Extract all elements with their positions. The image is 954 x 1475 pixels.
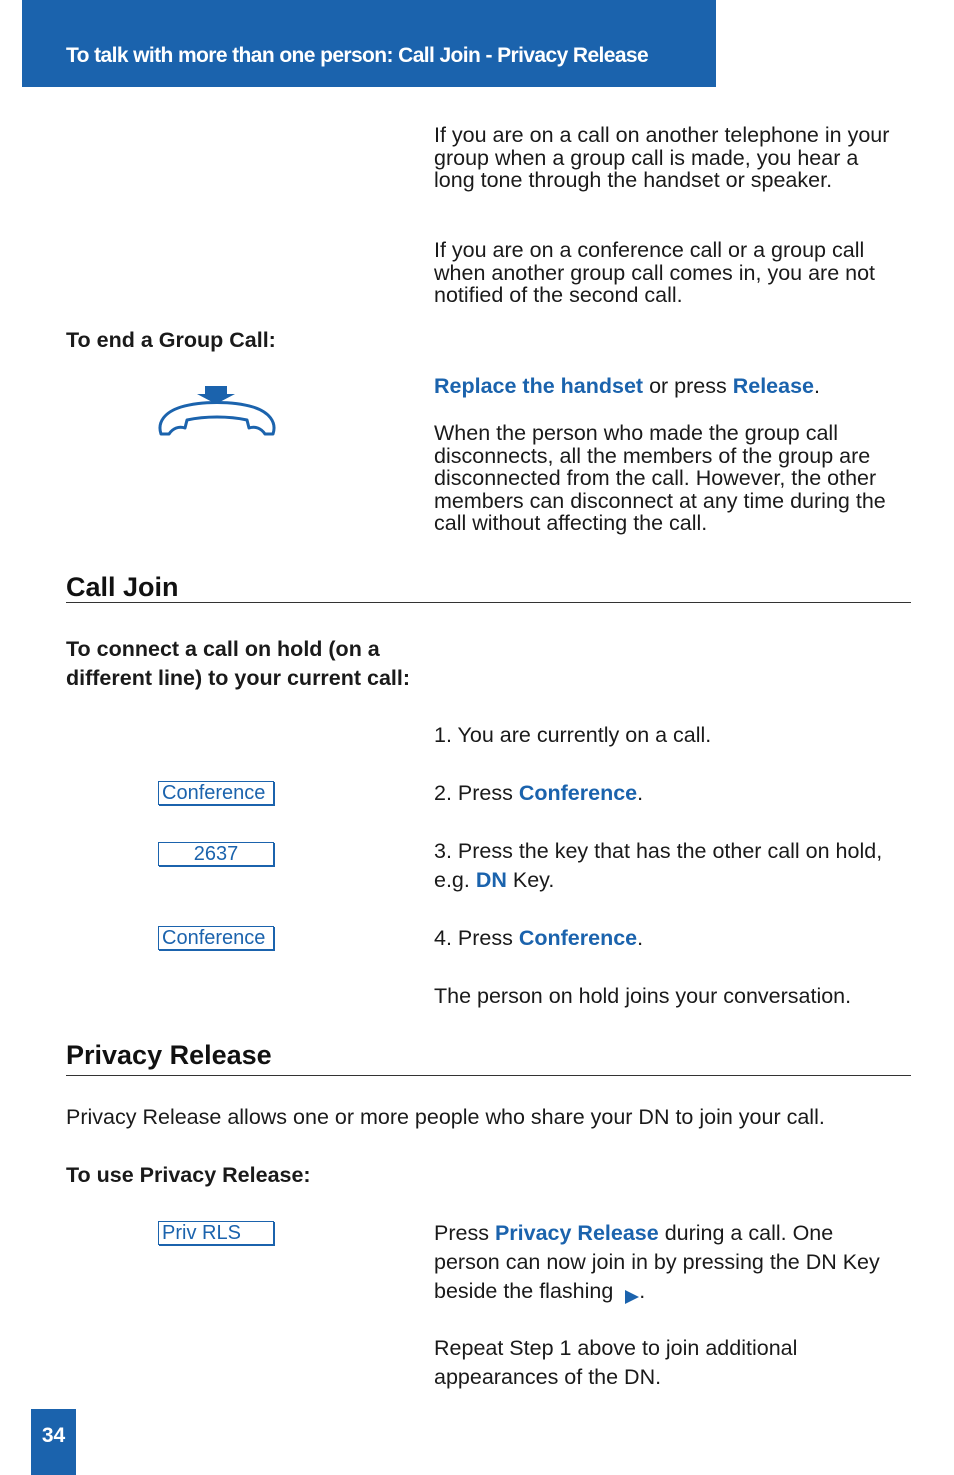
intro-paragraph-1: If you are on a call on another telephone in your group when a group call is made, you hear a long tone through the handset or speaker. (434, 123, 890, 192)
conference-key-2[interactable]: Conference (158, 926, 274, 950)
release-text: Release (732, 374, 815, 398)
page-number: 34 (41, 1424, 66, 1447)
replace-handset-text: Replace the handset (434, 374, 644, 398)
intro-paragraph-2: If you are on a conference call or a group call when another group call comes in, you are not notified of the second call. (434, 238, 876, 307)
privacy-release-description: Privacy Release allows one or more people who share your DN to join your call. (66, 1105, 825, 1129)
privacy-release-heading: Privacy Release (66, 1040, 272, 1070)
dn-key-2637[interactable]: 2637 (158, 842, 274, 866)
period-text: . (814, 374, 820, 398)
call-join-result: The person on hold joins your conversation. (434, 984, 852, 1008)
call-join-step-2: 2. Press Conference. (434, 781, 644, 805)
or-press-text: or press (643, 374, 733, 398)
page-header-title: To talk with more than one person: Call Join - Privacy Release (66, 44, 649, 67)
call-join-step-1: 1. You are currently on a call. (434, 723, 712, 747)
privacy-release-instruction: Press Privacy Release during a call. One person can now join in by pressing the DN Key beside the flashing . (434, 1221, 880, 1303)
call-join-label-line-1: To connect a call on hold (on a (66, 637, 380, 661)
call-join-step-3: 3. Press the key that has the other call on hold, e.g. DN Key. (434, 839, 883, 892)
privacy-release-repeat: Repeat Step 1 above to join additional appearances of the DN. (434, 1336, 798, 1389)
call-join-heading: Call Join (66, 572, 179, 602)
end-group-call-label: To end a Group Call: (66, 328, 276, 352)
priv-rls-key[interactable]: Priv RLS (158, 1221, 274, 1245)
end-group-call-instruction (434, 372, 904, 401)
conference-key-1[interactable]: Conference (158, 781, 274, 805)
privacy-release-divider (66, 1075, 911, 1076)
call-join-label (66, 635, 466, 693)
flashing-indicator-triangle-icon (625, 1290, 639, 1304)
privacy-release-label: To use Privacy Release: (66, 1163, 311, 1187)
handset-hangup-icon (155, 384, 279, 440)
call-join-divider (66, 602, 911, 603)
call-join-label-line-2: different line) to your current call: (66, 666, 411, 690)
end-group-call-note: When the person who made the group call disconnects, all the members of the group are disconnected from the call. However, the other members can disconnect at any time during the call without affecting the call. (434, 421, 886, 535)
call-join-step-4: 4. Press Conference. (434, 926, 644, 950)
